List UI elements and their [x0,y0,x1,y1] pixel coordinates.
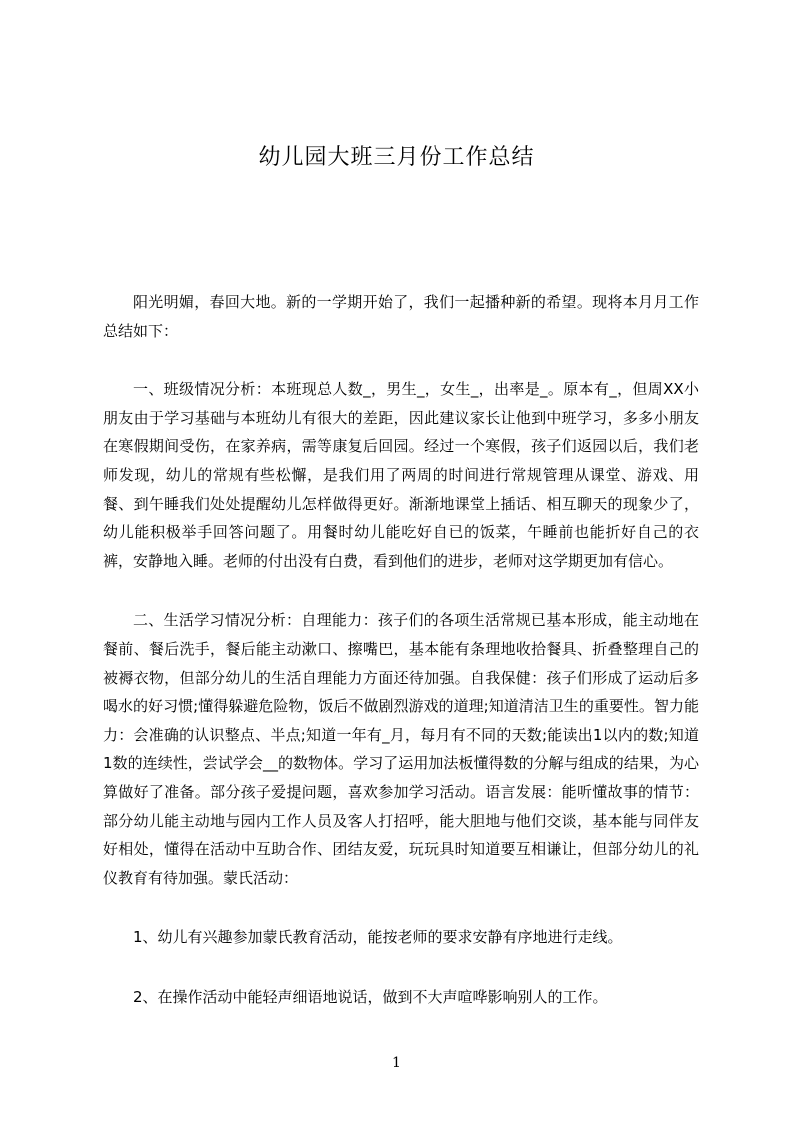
class-situation-paragraph: 一、班级情况分析：本班现总人数_，男生_，女生_，出率是_。原本有_，但周XX小朋友由于学习基础与本班幼儿有很大的差距，因此建议家长让他到中班学习，多多小朋友在寒假期间受伤，在家养病，需等康复后回园。经过一个寒假，孩子们返园以后，我们老师发现，幼儿的常规有些松懈，是我们用了两周的时间进行常规管理从课堂、游戏、用餐、到午睡我们处处提醒幼儿怎样做得更好。渐渐地课堂上插话、相互聊天的现象少了，幼儿能积极举手回答问题了。用餐时幼儿能吃好自已的饭菜，午睡前也能折好自己的衣裤，安静地入睡。老师的付出没有白费，看到他们的进步，老师对这学期更加有信心。 [103,380,699,570]
document-body [103,288,699,1011]
montessori-item-1: 1、幼儿有兴趣参加蒙氏教育活动，能按老师的要求安静有序地进行走线。 [133,928,623,947]
montessori-item-2: 2、在操作活动中能轻声细语地说话，做到不大声喧哗影响别人的工作。 [133,987,608,1006]
document-title: 幼儿园大班三月份工作总结 [258,145,535,170]
paragraph-spacer [103,952,699,983]
paragraph-spacer [103,892,699,923]
life-study-paragraph: 二、生活学习情况分析：自理能力：孩子们的各项生活常规已基本形成，能主动地在餐前、餐后洗手，餐后能主动漱口、擦嘴巴，基本能有条理地收拾餐具、折叠整理自己的被褥衣物，但部分幼儿的生活自理能力方面还待加强。自我保健：孩子们形成了运动后多喝水的好习惯;懂得躲避危险物，饭后不做剧烈游戏的道理;知道清洁卫生的重要性。智力能力：会准确的认识整点、半点;知道一年有_月，每月有不同的天数;能读出1以内的数;知道1数的连续性，尝试学会__的数物体。学习了运用加法板懂得数的分解与组成的结果，为心算做好了准备。部分孩子爱提问题，喜欢参加学习活动。语言发展：能听懂故事的情节：部分幼儿能主动地与园内工作人员及客人打招呼，能大胆地与他们交谈，基本能与同伴友好相处，懂得在活动中互助合作、团结友爱，玩玩具时知道要互相谦让，但部分幼儿的礼仪教育有待加强。蒙氏活动： [103,611,699,887]
page-number: 1 [392,1055,401,1071]
paragraph-spacer [103,575,699,606]
paragraph-spacer [103,345,699,375]
intro-paragraph: 阳光明媚，春回大地。新的一学期开始了，我们一起播种新的希望。现将本月月工作总结如下： [103,293,699,340]
